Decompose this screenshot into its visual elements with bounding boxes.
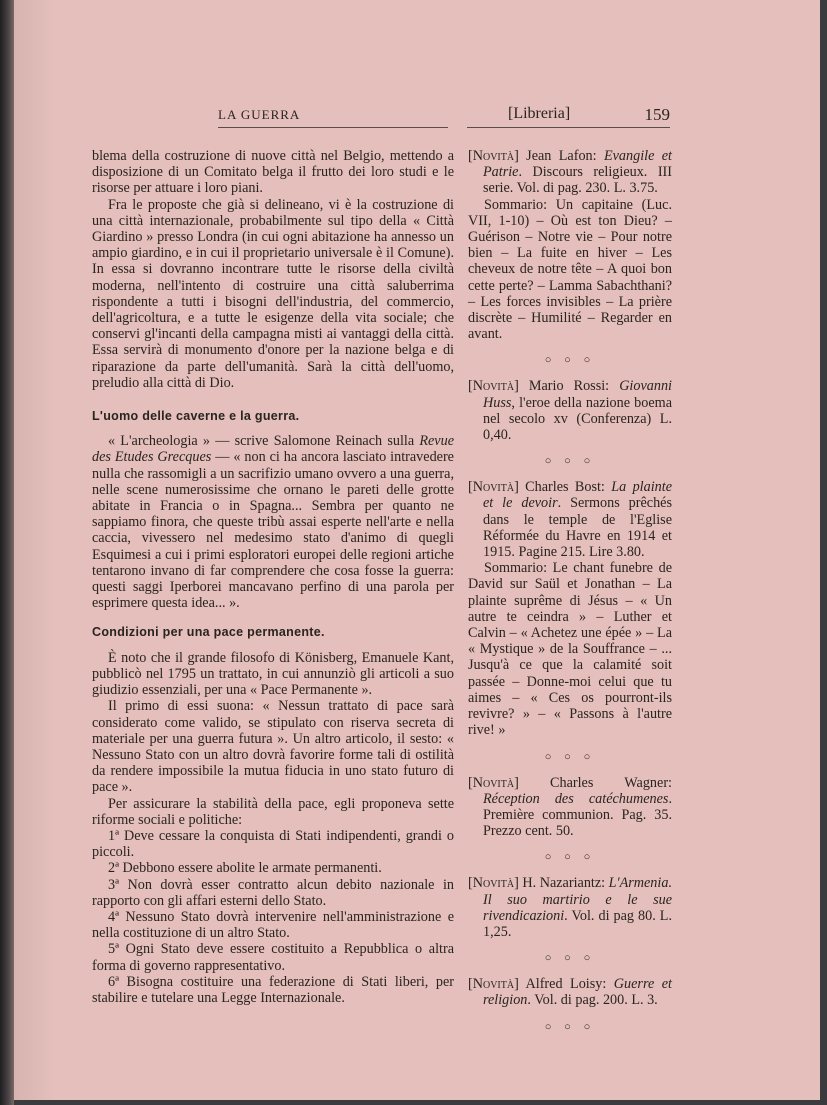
entry-citation	[468, 875, 672, 940]
paragraph-citta-internazionale: Fra le proposte che già si delineano, vi è la costruzione di una città internazionale, probabilmente sul tipo della « Città Giardino » presso Londra (in cui ogni abitazione ha annesso un ampio giardino, e in cui il proprietario universale è il Comune). In essa si dovranno incontrare tutte le risorse della civiltà moderna, nell'intento di costruire una città saluberrima rispondente a tutti i bisogni dell'industria, del commercio, dell'agricoltura, e a tutte le esigenze della vita sociale; che conservi gl'incanti della campagna misti ai vantaggi della città. Essa servirà di monumento d'onore per la nazione belga e di riparazione da parte dell'umanità. Sarà la città dell'uomo, preludio alla città di Dio.	[92, 196, 454, 391]
entry-author: Alfred Loisy:	[518, 976, 614, 993]
section-divider: ○ ○ ○	[544, 851, 596, 864]
novita-tag: [Novità]	[468, 774, 519, 791]
header-rule-left	[218, 127, 448, 128]
reform-item: 1ª Deve cessare la conquista di Stati indipendenti, grandi o piccoli.	[92, 827, 454, 861]
entry-citation	[468, 148, 672, 197]
entry-title: Réception des catéchumenes	[483, 790, 669, 807]
header-rule-right	[467, 127, 670, 128]
entry-citation	[468, 976, 672, 1008]
entry-details: , l'eroe della nazione boema nel secolo xv (Conferenza) L. 0,40.	[483, 394, 672, 444]
entry-title: La plainte et le devoir	[483, 479, 672, 512]
reform-item: 6ª Bisogna costituire una federazione di Stati liberi, per stabilire e tutelare una Legge Internazionale.	[92, 973, 454, 1006]
section-divider: ○ ○ ○	[544, 354, 596, 367]
heading-uomo-caverne: L'uomo delle caverne e la guerra.	[92, 409, 300, 424]
reinach-journal-title: Revue des Etudes Grecques	[92, 433, 454, 466]
paragraph-continued: blema della costruzione di nuove città nel Belgio, mettendo a disposizione di un Comitato belga il frutto dei loro studi e le risorse per attuare i loro piani.	[92, 148, 454, 197]
entry-title: Giovanni Huss	[483, 378, 672, 411]
reform-item: 2ª Debbono essere abolite le armate permanenti.	[108, 860, 382, 877]
running-title: LA GUERRA	[218, 107, 301, 122]
reform-item: 5ª Ogni Stato deve essere costituito a Repubblica o altra forma di governo rappresentativo.	[92, 941, 454, 974]
book-entry	[468, 479, 672, 738]
reform-item: 3ª Non dovrà esser contratto alcun debito nazionale in rapporto con gli affari esterni dello Stato.	[92, 876, 454, 909]
paragraph-reinach	[92, 433, 454, 611]
entry-title: Evangile et Patrie	[483, 148, 672, 181]
entry-details: . Vol. di pag 80. L. 1,25.	[483, 907, 672, 940]
page-header	[218, 105, 670, 129]
book-entry	[468, 976, 672, 1008]
reinach-text-a: « L'archeologia » — scrive Salomone Reinach sulla	[108, 433, 420, 450]
reinach-text-b: — « non ci ha ancora lasciato intravedere nulla che rassomigli a un sacrifizio umano ovvero a una guerra, nelle scene numerosissime che ornano le pareti delle grotte abitate in Francia o in Spagna... Sembra per quanto ne sappiamo finora, che queste tribù assai esperte nell'arte e nella caccia, vivessero nel medesimo stato d'animo di quegli Esquimesi a cui i primi esploratori europei delle regioni artiche tentarono invano di far comprendere che cosa fosse la guerra: questi saggi Iperborei mancavano perfino di una parola per esprimere questa idea... ».	[92, 449, 454, 612]
entry-summary: Sommario: Le chant funebre de David sur Saül et Jonathan – La plainte suprême di Jésus – « Un autre te ceindra » – Luther et Calvin – « Achetez une épée » – La « Mystique » de la Souffrance – ... Jusqu'à ce que la calamité soit passée – Donne-moi celui que tu aimes – « Ces os pourront-ils revivre? » – « Passons à l'autre rive! »	[468, 560, 672, 739]
right-column	[468, 148, 672, 1045]
entry-author: Charles Bost:	[518, 479, 612, 496]
section-divider: ○ ○ ○	[544, 952, 596, 965]
entry-details: . Vol. di pag. 200. L. 3.	[527, 992, 658, 1009]
page-number: 159	[644, 105, 670, 124]
entry-title: Guerre et religion	[483, 976, 672, 1009]
entry-author: Mario Rossi:	[518, 378, 620, 395]
novita-tag: [Novità]	[468, 479, 519, 496]
left-column	[92, 148, 454, 1006]
book-entry	[468, 775, 672, 840]
heading-pace-permanente: Condizioni per una pace permanente.	[92, 625, 325, 640]
entry-details: . Discours religieux. III serie. Vol. di pag. 230. L. 3.75.	[483, 164, 672, 197]
entry-details: . Sermons prêchés dans le temple de l'Eglise Réformée du Havre en 1914 et 1915. Pagine 215. Lire 3.80.	[483, 495, 672, 561]
entry-author: Charles Wagner:	[518, 774, 672, 791]
book-entry	[468, 148, 672, 342]
novita-tag: [Novità]	[468, 148, 519, 164]
entry-author: H. Nazariantz:	[518, 875, 609, 892]
section-divider: ○ ○ ○	[544, 455, 596, 468]
section-divider: ○ ○ ○	[544, 750, 596, 763]
entry-author: Jean Lafon:	[518, 148, 604, 164]
novita-tag: [Novità]	[468, 875, 519, 892]
book-binding	[0, 0, 14, 1105]
book-entry	[468, 875, 672, 940]
section-label: [Libreria]	[508, 105, 571, 122]
entry-citation	[468, 378, 672, 443]
novita-tag: [Novità]	[468, 378, 519, 395]
entry-details: . Première communion. Pag. 35. Prezzo cent. 50.	[483, 790, 672, 840]
paragraph-riforme-intro: Per assicurare la stabilità della pace, egli proponeva sette riforme sociali e politiche:	[92, 795, 454, 828]
entry-citation	[468, 775, 672, 840]
entry-title: L'Armenia. Il suo martirio e le sue rivendicazioni	[483, 875, 672, 924]
entry-citation	[468, 479, 672, 560]
reform-item: 4ª Nessuno Stato dovrà intervenire nell'amministrazione e nella costituzione di un altro Stato.	[92, 908, 454, 942]
novita-tag: [Novità]	[468, 976, 519, 993]
entry-summary: Sommario: Un capitaine (Luc. VII, 1-10) – Où est ton Dieu? – Guérison – Notre vie – Pour notre bien – La fuite en hiver – Les cheveux de notre tête – A quoi bon cette perte? – Lamma Sabachthani? – Les forces invisibles – La prière discrète – Humilité – Regarder en avant.	[468, 196, 672, 343]
paragraph-primo-articolo: Il primo di essi suona: « Nessun trattato di pace sarà considerato come valido, se stipulato con riserva secreta di materiale per una guerra futura ». Un altro articolo, il sesto: « Nessuno Stato con un altro dovrà favorire forme tali di ostilità da rendere impossibile la mutua fiducia in uno stato futuro di pace ».	[92, 698, 454, 796]
paragraph-kant: È noto che il grande filosofo di Könisberg, Emanuele Kant, pubblicò nel 1795 un trattato, in cui annunziò gli articoli a suo giudizio essenziali, per una « Pace Permanente ».	[92, 649, 454, 699]
book-entry	[468, 378, 672, 443]
section-divider: ○ ○ ○	[544, 1020, 596, 1033]
